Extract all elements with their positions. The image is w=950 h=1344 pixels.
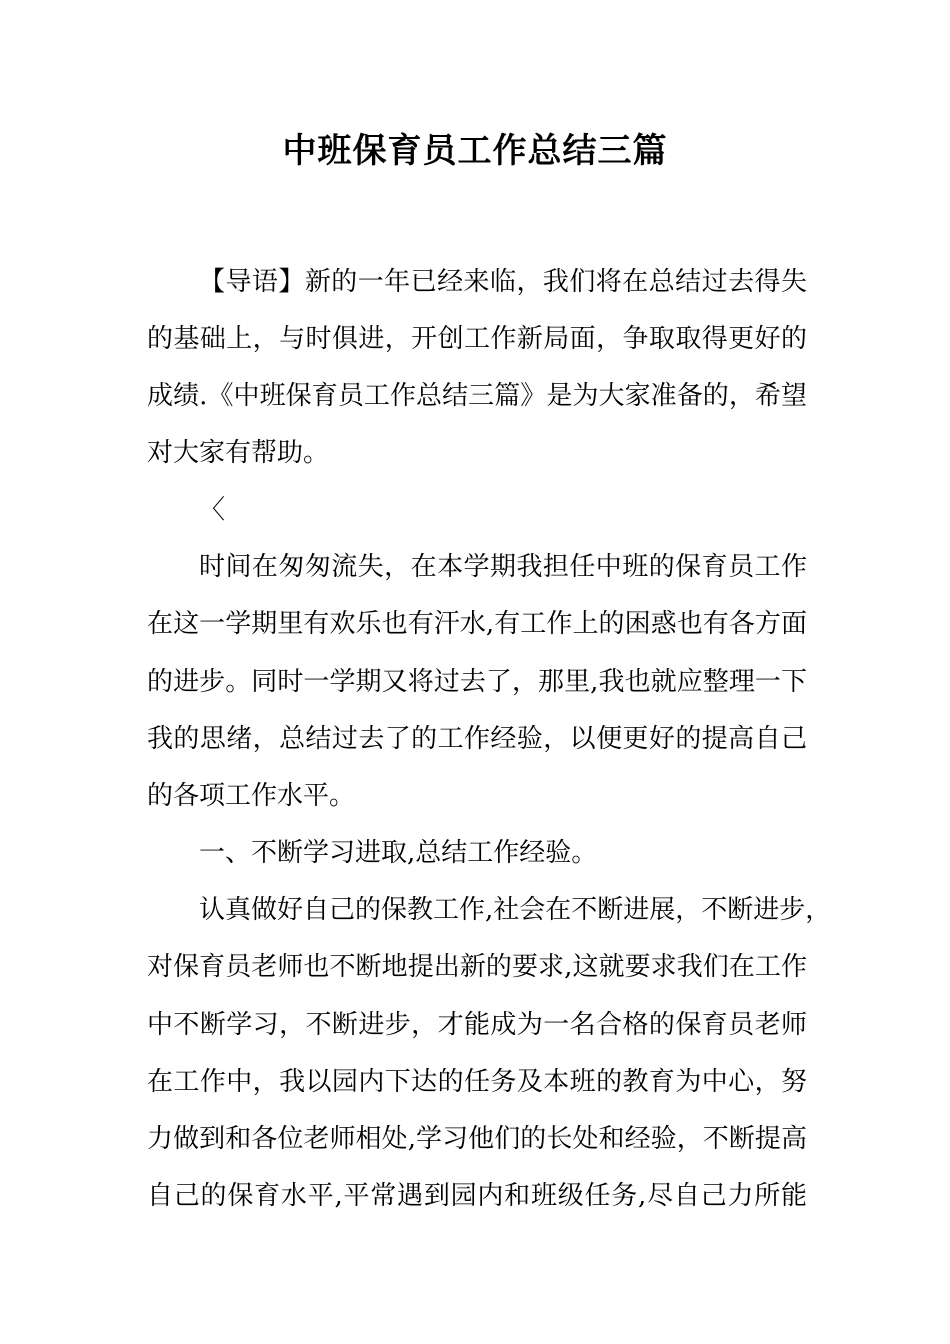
paragraph-line: 在这一学期里有欢乐也有汗水,有工作上的困惑也有各方面: [147, 609, 807, 639]
paragraph-line: 我的思绪，总结过去了的工作经验，以便更好的提高自己: [147, 724, 807, 754]
paragraph-line: 成绩.《中班保育员工作总结三篇》是为大家准备的，希望: [147, 381, 807, 411]
paragraph-line: 认真做好自己的保教工作,社会在不断进展，不断进步，: [199, 895, 832, 925]
paragraph-line: 【导语】新的一年已经来临，我们将在总结过去得失: [199, 267, 807, 297]
paragraph-line: 的各项工作水平。: [147, 781, 356, 811]
document-title: 中班保育员工作总结三篇: [282, 131, 668, 171]
paragraph-line: 时间在匆匆流失，在本学期我担任中班的保育员工作: [199, 552, 807, 582]
paragraph-line: 对保育员老师也不断地提出新的要求,这就要求我们在工作: [147, 952, 807, 982]
paragraph-line: 的进步。同时一学期又将过去了，那里,我也就应整理一下: [147, 667, 807, 697]
paragraph-line: 〈: [199, 495, 226, 525]
paragraph-line: 对大家有帮助。: [147, 438, 330, 468]
paragraph-line: 的基础上，与时俱进，开创工作新局面，争取取得更好的: [147, 324, 807, 354]
paragraph-line: 力做到和各位老师相处,学习他们的长处和经验，不断提高: [147, 1124, 807, 1154]
section-heading: 一、不断学习进取,总结工作经验。: [199, 838, 598, 868]
paragraph-line: 中不断学习，不断进步，才能成为一名合格的保育员老师: [147, 1010, 807, 1040]
paragraph-line: 自己的保育水平,平常遇到园内和班级任务,尽自己力所能: [147, 1181, 807, 1211]
paragraph-line: 在工作中，我以园内下达的任务及本班的教育为中心，努: [147, 1067, 807, 1097]
